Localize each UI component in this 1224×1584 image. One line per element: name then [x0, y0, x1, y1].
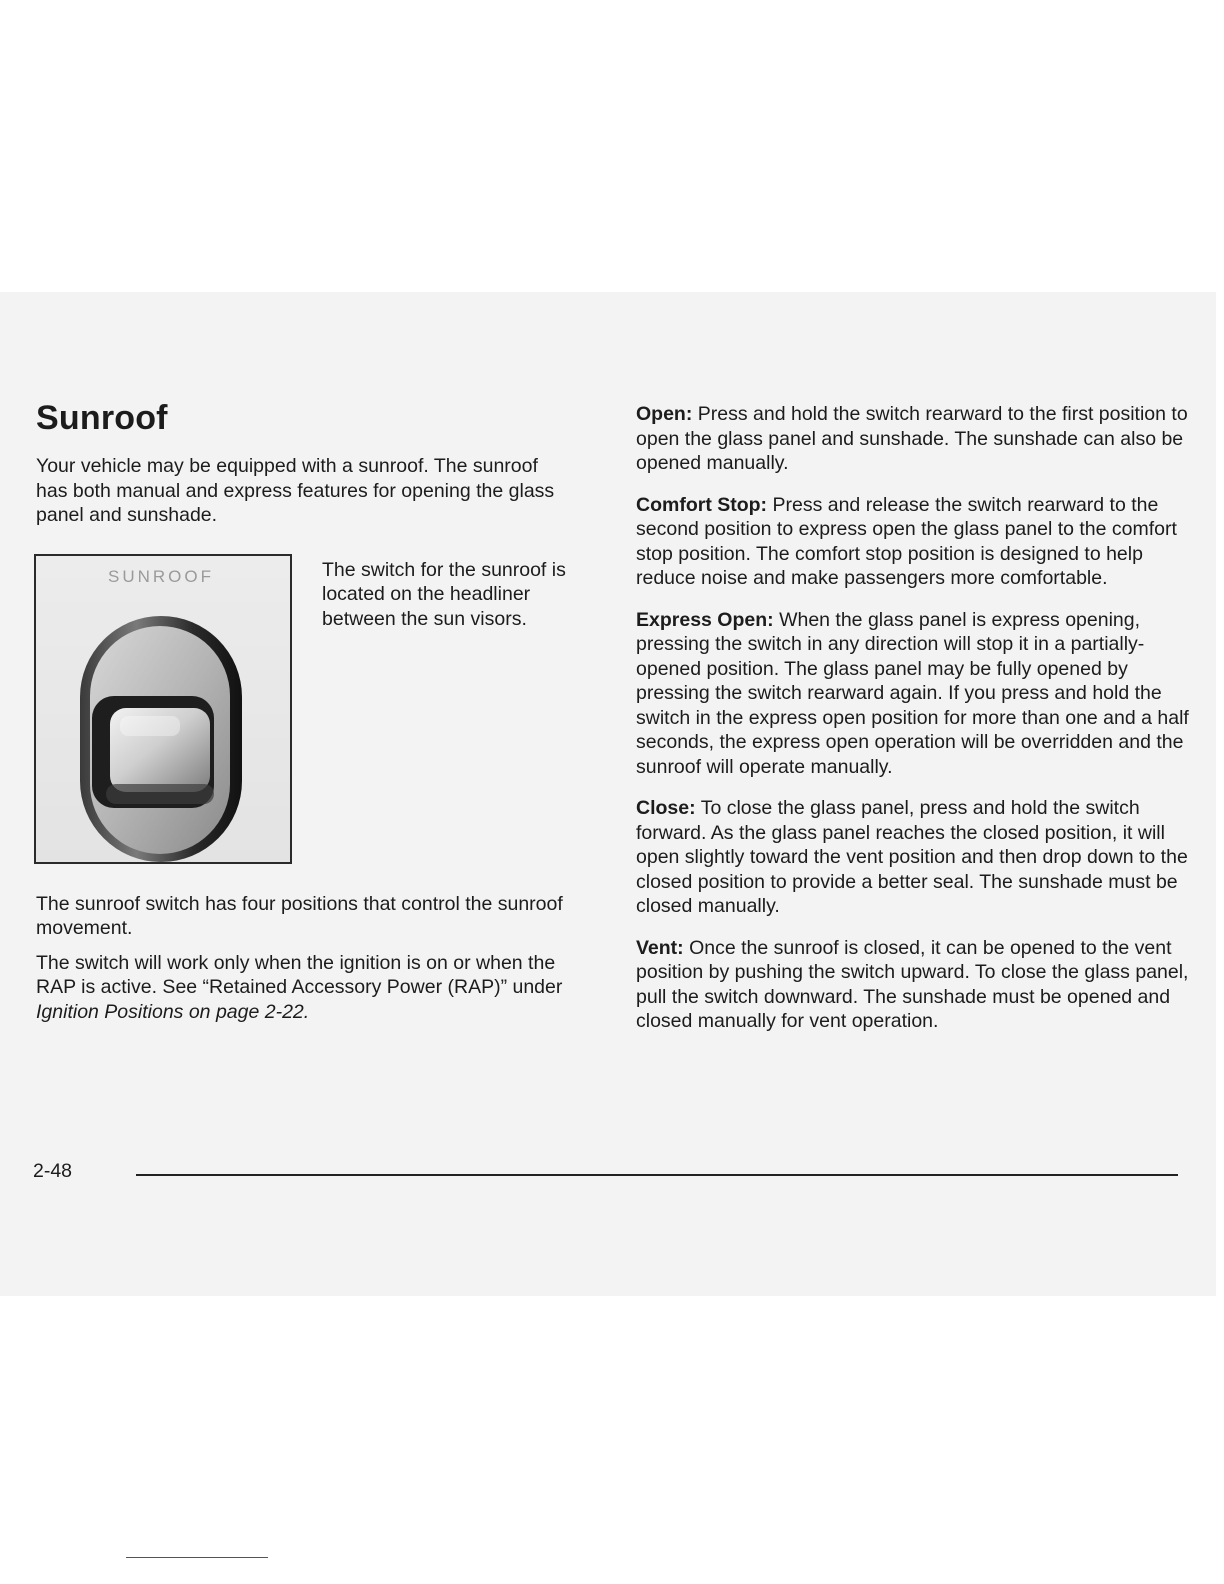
ignition-text: The switch will work only when the ignition is on or when the RAP is active. See “Retained Accessory Power (RAP)” under — [36, 951, 563, 998]
ignition-paragraph — [36, 951, 566, 1025]
sunroof-switch-icon — [36, 556, 290, 862]
express-open-section — [636, 608, 1192, 780]
sunroof-switch-illustration — [34, 554, 292, 864]
express-open-text: When the glass panel is express opening, pressing the switch in any direction will stop it in a partially-opened position. The glass panel may be fully opened by pressing the switch rearward again. If you press and hold the switch in the express open position for more than one and a half seconds, the express open operation will be overridden and the sunroof will operate manually. — [636, 608, 1189, 778]
comfort-stop-section — [636, 493, 1192, 591]
footer-rule — [136, 1174, 1178, 1176]
close-section — [636, 796, 1192, 919]
positions-paragraph: The sunroof switch has four positions that control the sunroof movement. — [36, 892, 563, 939]
right-column — [636, 402, 1192, 1051]
intro-paragraph: Your vehicle may be equipped with a sunroof. The sunroof has both manual and express features for opening the glass panel and sunshade. — [36, 455, 555, 526]
comfort-stop-term: Comfort Stop: — [636, 493, 768, 516]
express-open-term: Express Open: — [636, 608, 774, 631]
ignition-positions-link[interactable]: Ignition Positions on page 2-22. — [36, 1000, 310, 1023]
close-term: Close: — [636, 797, 696, 819]
left-column — [36, 398, 576, 1024]
open-text: Press and hold the switch rearward to the first position to open the glass panel and sunshade. The sunshade can also be opened manually. — [636, 403, 1188, 474]
open-section — [636, 402, 1192, 476]
vent-text: Once the sunroof is closed, it can be opened to the vent position by pushing the switch upward. To close the glass panel, pull the switch downward. The sunshade must be opened and closed manually for vent operation. — [636, 936, 1189, 1032]
bottom-link-underline — [126, 1557, 268, 1558]
figure-label: SUNROOF — [108, 566, 214, 586]
vent-section — [636, 936, 1192, 1034]
vent-term: Vent: — [636, 936, 684, 959]
open-term: Open: — [636, 403, 693, 425]
figure-caption: The switch for the sunroof is located on the headliner between the sun visors. — [322, 558, 566, 630]
close-text: To close the glass panel, press and hold the switch forward. As the glass panel reaches the closed position, it will open slightly toward the vent position and then drop down to the closed position to provide a better seal. The sunshade must be closed manually. — [636, 797, 1188, 917]
figure-row — [36, 554, 576, 884]
page-title: Sunroof — [36, 399, 168, 437]
comfort-stop-text: Press and release the switch rearward to the second position to express open the glass panel to the comfort stop position. The comfort stop position is designed to help reduce noise and make passengers more comfortable. — [636, 493, 1177, 589]
page-number: 2-48 — [33, 1160, 73, 1182]
